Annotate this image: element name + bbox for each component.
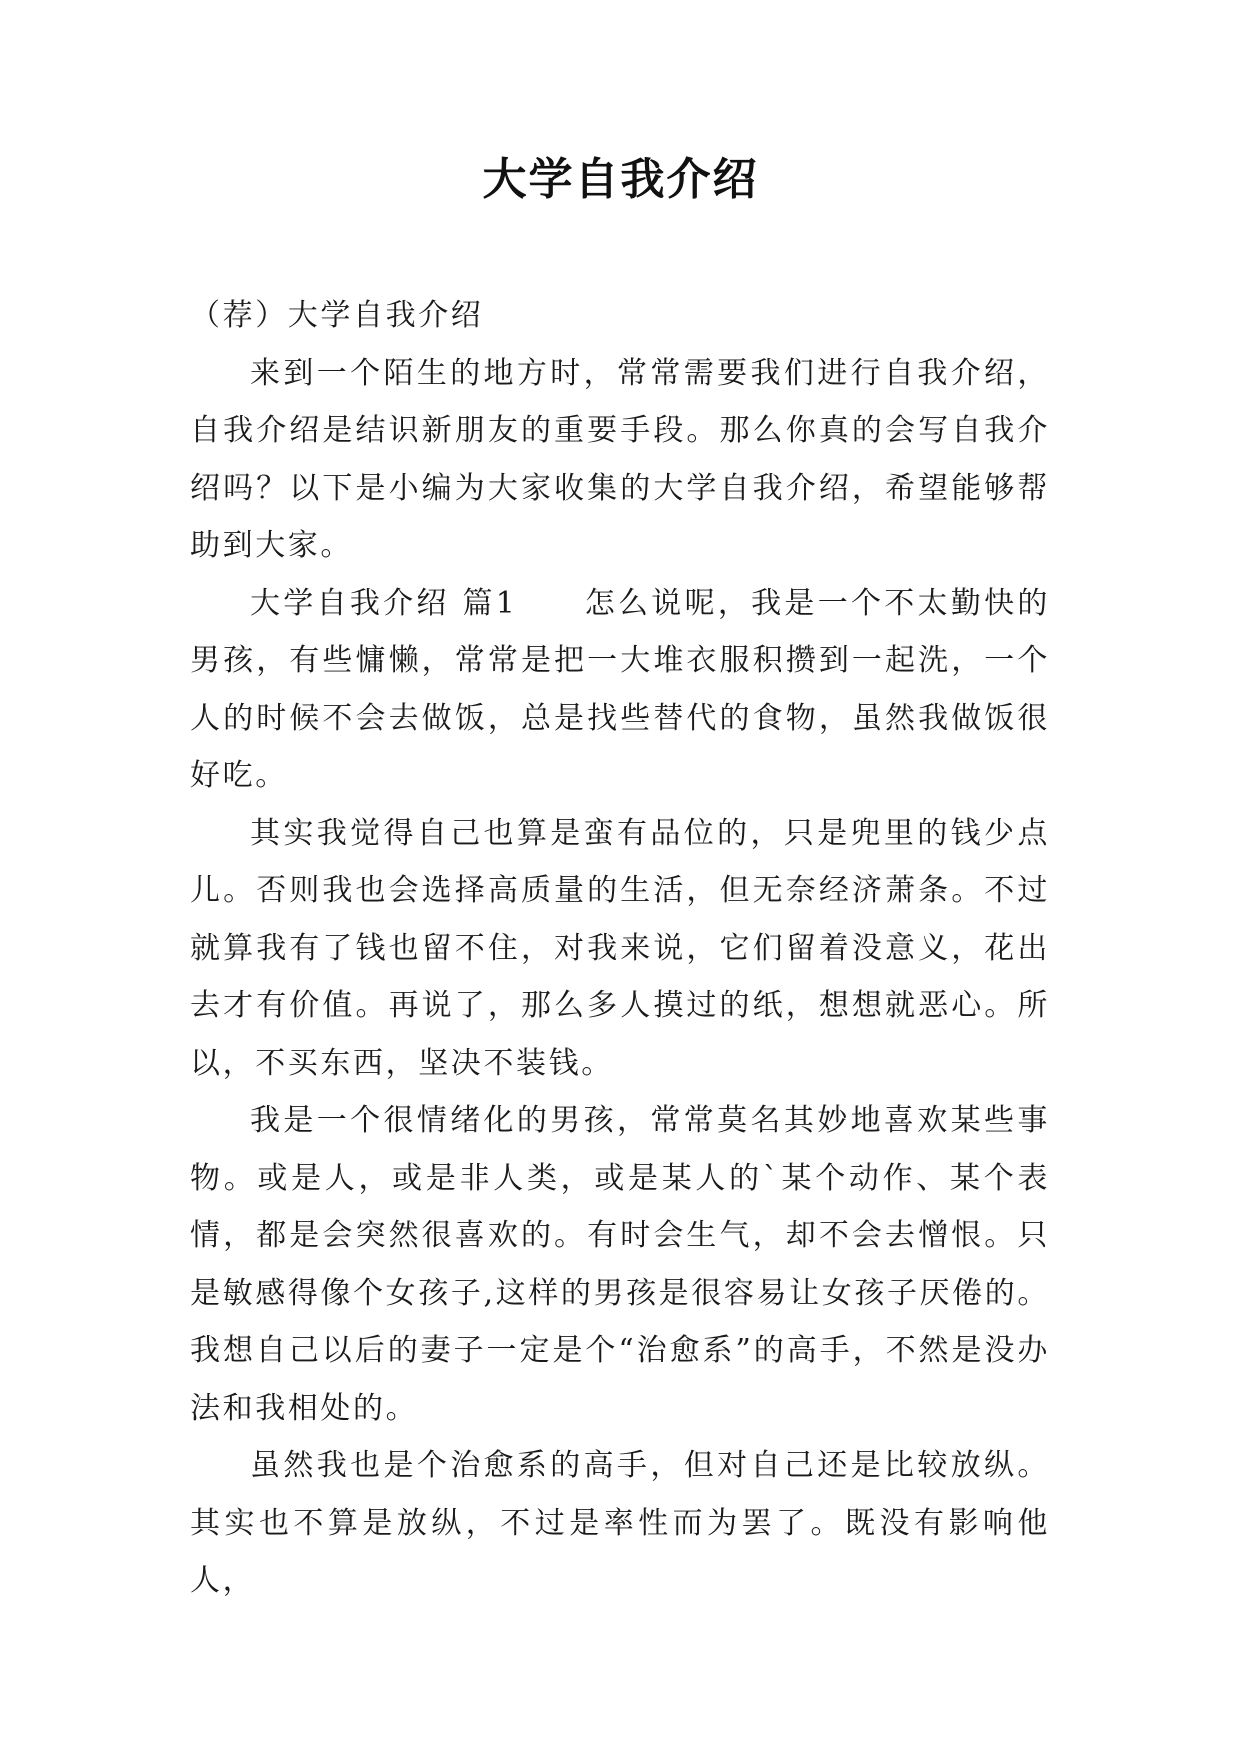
paragraph-healing: 虽然我也是个治愈系的高手，但对自己还是比较放纵。其实也不算是放纵，不过是率性而为罢了。既没有影响他人，	[190, 1448, 1050, 1598]
paragraph-part-1: 大学自我介绍 篇1 怎么说呢，我是一个不太勤快的男孩，有些慵懒，常常是把一大堆衣服积攒到一起洗，一个人的时候不会去做饭，总是找些替代的食物，虽然我做饭很好吃。	[190, 585, 1050, 793]
paragraph-taste: 其实我觉得自己也算是蛮有品位的，只是兜里的钱少点儿。否则我也会选择高质量的生活，但无奈经济萧条。不过就算我有了钱也留不住，对我来说，它们留着没意义，花出去才有价值。再说了，那么多人摸过的纸，想想就恶心。所以，不买东西，坚决不装钱。	[190, 815, 1050, 1081]
paragraph-intro: 来到一个陌生的地方时，常常需要我们进行自我介绍，自我介绍是结识新朋友的重要手段。那么你真的会写自我介绍吗？以下是小编为大家收集的大学自我介绍，希望能够帮助到大家。	[190, 355, 1050, 563]
document-body	[190, 287, 1050, 1610]
subtitle-line: （荐）大学自我介绍	[190, 298, 484, 333]
document-title: 大学自我介绍	[482, 154, 759, 205]
paragraph-emotion: 我是一个很情绪化的男孩，常常莫名其妙地喜欢某些事物。或是人，或是非人类，或是某人的`某个动作、某个表情，都是会突然很喜欢的。有时会生气，却不会去憎恨。只是敏感得像个女孩子,这样的男孩是很容易让女孩子厌倦的。我想自己以后的妻子一定是个“治愈系”的高手，不然是没办法和我相处的。	[190, 1103, 1050, 1426]
